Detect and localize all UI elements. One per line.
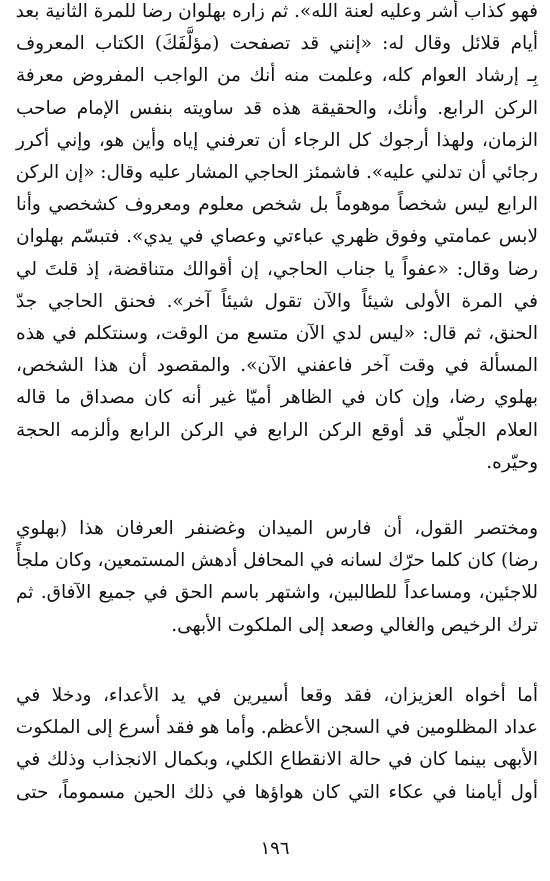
text-line: بِـ إرشاد العوام كله، وعلمت منه أنك من الواجب المفروض معرفة bbox=[16, 65, 538, 87]
text-line: الأبهى بينما كان في حالة الانقطاع الكلي، وبكمال الانجذاب وذلك في bbox=[16, 749, 538, 771]
text-line: رجائي أن تدلني عليه». فاشمئز الحاجي المشار عليه وقال: «إن الركن bbox=[15, 162, 538, 184]
paragraph-3 bbox=[16, 680, 538, 809]
paragraph-1 bbox=[16, 0, 538, 479]
text-line: وحيّره. bbox=[486, 451, 538, 473]
text-line: رضا) كان كلما حرّك لسانه في المحافل أدهش المستمعين، وكان ملجأً bbox=[16, 550, 538, 572]
text-line: الزمان، ولهذا أرجوك كل الرجاء أن تعرفني إياه وأين هو، وإني أكرر bbox=[16, 129, 538, 151]
text-line: عداد المظلومين في السجن الأعظم. وأما هو فقد أسرع إلى الملكوت bbox=[15, 717, 538, 739]
text-line: ترك الرخيص والغالي وصعد إلى الملكوت الأبهى. bbox=[171, 614, 538, 636]
text-line: في المرة الأولى شيئاً والآن تقول شيئاً آخر». فحنق الحاجي جدّ bbox=[16, 290, 538, 312]
text-line: رضا وقال: «عفواً يا جناب الحاجي، إن أقوالك متناقضة، إذ قلتَ لي bbox=[16, 258, 538, 280]
text-line: ومختصر القول، أن فارس الميدان وغضنفر العرفان هذا (بهلوي bbox=[16, 518, 538, 539]
page-number: ١٩٦ bbox=[260, 838, 290, 859]
text-line: أول أيامنا في عكاء التي كان هواؤها في ذلك الحين مسموماً، حتى bbox=[16, 781, 538, 803]
text-line: لابس عمامتي وفوق ظهري عباءتي وعصاي في يدي». فتبسّم بهلوان bbox=[16, 226, 538, 248]
text-line: فهو كذاب أشر وعليه لعنة الله». ثم زاره بهلوان رضا للمرة الثانية بعد bbox=[15, 1, 538, 22]
text-line: الحنق، ثم قال: «ليس لدي الآن متسع من الوقت، وسنتكلم في هذه bbox=[16, 323, 538, 345]
text-line: العلام الجلّي قد أوقع الركن الرابع في الركن الرابع وألزمه الحجة bbox=[16, 419, 538, 441]
text-line: أما أخواه العزيزان، فقد وقعا أسيرين في يد الأعداء، ودخلا في bbox=[16, 685, 538, 706]
text-line: بهلوي رضا، وإن كان في الظاهر أميّا غير أنه كان مصداق ما قاله bbox=[16, 387, 538, 409]
text-line: أيام قلائل وقال له: «إنني قد تصفحت (مؤلَّفَكَ) الكتاب المعروف bbox=[16, 33, 538, 55]
text-line: المسألة في وقت آخر فاعفني الآن». والمقصود أن هذا الشخص، bbox=[16, 355, 538, 377]
text-line: الرابع ليس شخصاً موهوماً بل شخص معلوم ومعروف كشخصي وأنا bbox=[16, 194, 538, 216]
text-line: الركن الرابع. وأنك، والحقيقة هذه قد ساويته بنفس الإمام صاحب bbox=[16, 97, 538, 119]
text-line: للاجئين، ومساعداً للطالبين، واشتهر باسم الحق في جميع الآفاق. ثم bbox=[16, 582, 538, 604]
paragraph-2 bbox=[16, 513, 538, 642]
